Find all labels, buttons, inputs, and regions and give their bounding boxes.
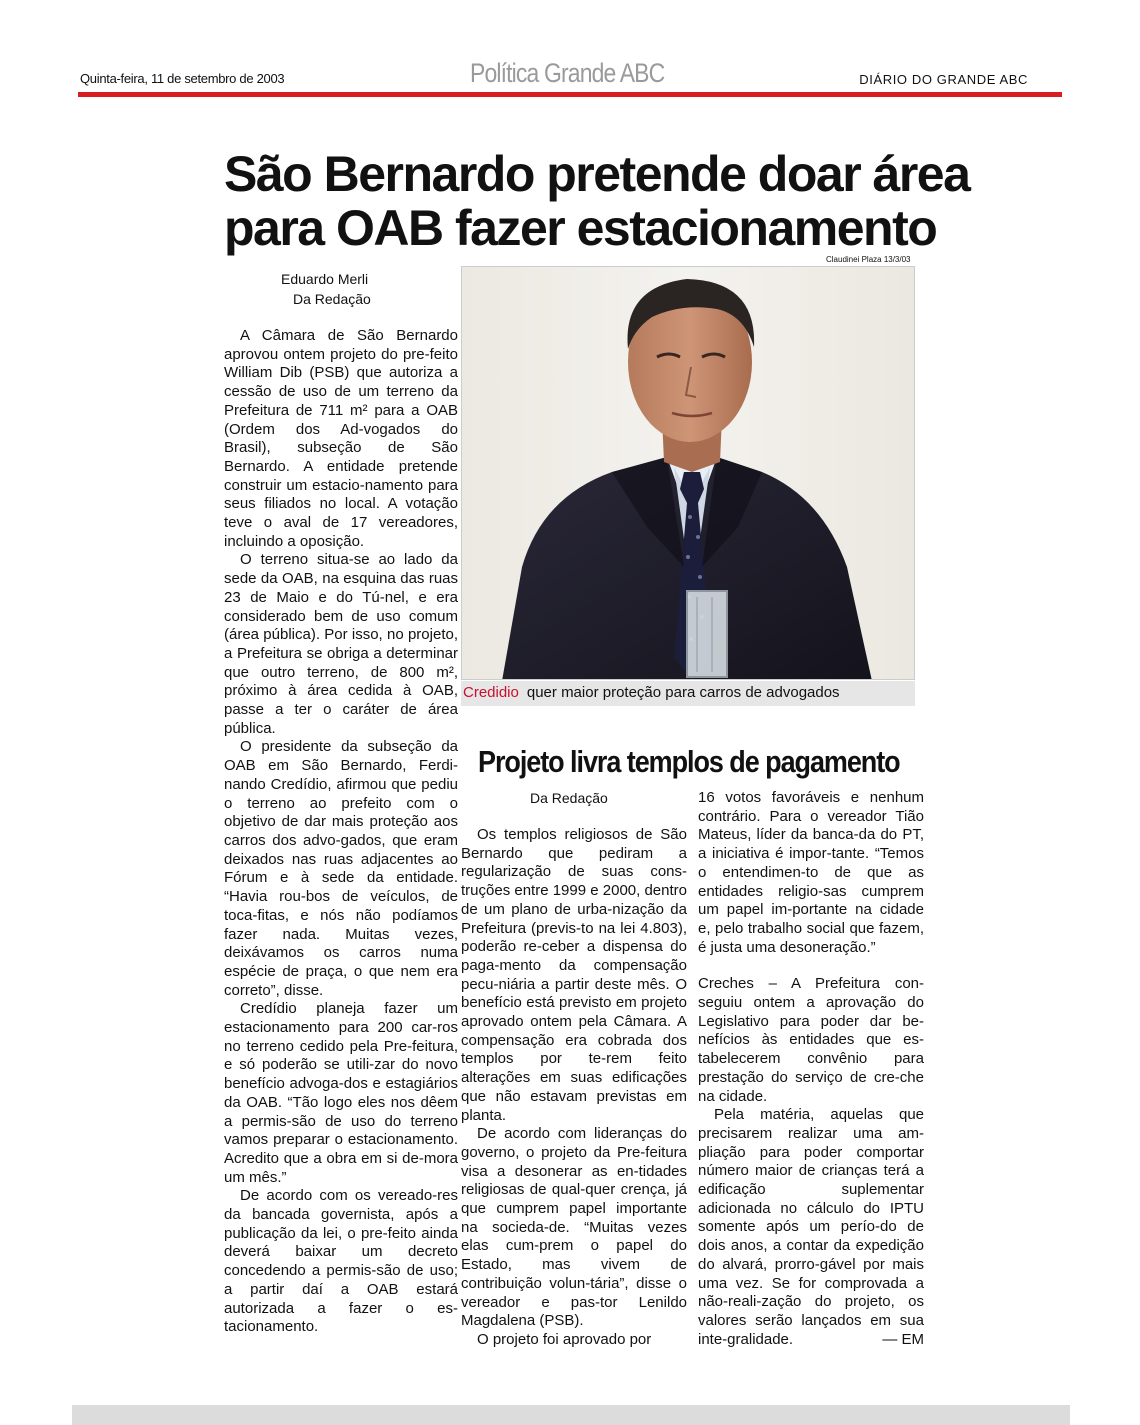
crosshead: Creches –	[698, 975, 778, 993]
secondary-byline: Da Redação	[530, 790, 608, 806]
photo-credit: Claudinei Plaza 13/3/03	[826, 255, 911, 264]
secondary-paragraph-1: Os templos religiosos de São Bernardo que pediram a regularização de suas cons-truções entre 1999 e 2000, dentro de um plano de urba-nização da Prefeitura (previs-to na lei 4.803), poderão re-ceber a dispensa do paga-mento da compensação pecu-niária a partir deste mês. O benefício está previsto em projeto aprovado ontem pela Câmara. A compensação era cobrada dos templos por te-rem feito alterações em suas edificações que não estavam previstas em planta.	[461, 826, 687, 1124]
main-headline-line-1: São Bernardo pretende doar área	[224, 146, 970, 202]
main-paragraph-4: Credídio planeja fazer um estacionamento para 200 car-ros no terreno cedido pela Pre-feitura, e só poderão se utili-zar do novo benefício advoga-dos e estagiários da OAB. “Tão logo eles nos dêem a permis-são de uso do terreno vamos preparar o estacionamento. Acredito que a obra em si de-mora um mês.”	[224, 1000, 458, 1186]
section-title: Política Grande ABC	[470, 58, 665, 88]
byline-author: Eduardo Merli	[281, 271, 369, 287]
photo-caption	[461, 681, 915, 706]
author-signature: — EM	[882, 1330, 924, 1348]
portrait-illustration	[462, 267, 915, 680]
header-rule	[78, 92, 1062, 97]
article-photo	[461, 266, 915, 680]
main-headline	[224, 147, 984, 255]
newspaper-name: DIÁRIO DO GRANDE ABC	[859, 72, 1028, 87]
main-paragraph-5: De acordo com os vereado-res da bancada governista, após a publicação da lei, o pre-feito ainda deverá baixar um decreto concedendo a permis-são de uso; a partir daí a OAB estará autorizada a fazer o es-tacionamento.	[224, 1187, 458, 1336]
page-footer-bar	[72, 1405, 1070, 1425]
secondary-article-column-1	[461, 826, 687, 1350]
main-article-body	[224, 327, 458, 1337]
secondary-paragraph-2: De acordo com lideranças do governo, o projeto da Pre-feitura visa a desonerar as en-tidades religiosas de qual-quer crença, já que cumprem papel importante na socieda-de. “Muitas vezes elas cum-prem o papel do Estado, mas vivem de contribuição volun-tária”, disse o vereador e pas-tor Lenildo Magdalena (PSB).	[461, 1125, 687, 1330]
main-headline-line-2: para OAB fazer estacionamento	[224, 200, 937, 256]
main-paragraph-3: O presidente da subseção da OAB em São Bernardo, Ferdi-nando Credídio, afirmou que pediu o terreno ao prefeito com o objetivo de dar mais proteção aos carros dos advo-gados, que eram deixados nas ruas adjacentes ao Fórum e à sede da entidade. “Havia rou-bos de veículos, de toca-fitas, e nós não podíamos fazer nada. Muitas vezes, deixávamos os carros numa espécie de praça, o que nem era correto”, disse.	[224, 738, 458, 999]
caption-text: quer maior proteção para carros de advogados	[526, 684, 840, 701]
secondary-article-column-2	[698, 789, 924, 1349]
creches-paragraph	[698, 975, 924, 1106]
main-paragraph-1: A Câmara de São Bernardo aprovou ontem projeto do pre-feito William Dib (PSB) que autoriza a cessão de uso de um terreno da Prefeitura de 711 m² para a OAB (Ordem dos Ad-vogados do Brasil), subseção de São Bernardo. A entidade pretende construir um estacio-namento para seus filiados no local. A votação teve o aval de 17 vereadores, incluindo a oposição.	[224, 327, 458, 550]
caption-name: Credidio	[463, 684, 519, 701]
creches-text: A Prefeitura con-seguiu ontem a aprovação do Legislativo para poder dar be-nefícios às entidades que es-tabelecerem convênio para prestação do serviço de cre-che na cidade.	[698, 975, 924, 1105]
secondary-headline: Projeto livra templos de pagamento	[478, 744, 900, 779]
secondary-paragraph-4: 16 votos favoráveis e nenhum contrário. Para o vereador Tião Mateus, líder da banca-da do PT, a iniciativa é impor-tante. “Temos o entendimen-to de que as entidades religio-sas cumprem um papel im-portante na cidade e, pelo trabalho social que fazem, é justa uma desoneração.”	[698, 789, 924, 956]
final-paragraph-text: Pela matéria, aquelas que precisarem realizar uma am-pliação para poder comportar número maior de crianças terá a edificação suplementar adicionada no cálculo do IPTU somente após um perío-do de dois anos, a contar da expedição do alvará, prorro-gável por mais uma vez. Se for comprovada a não-reali-zação do projeto, os valores serão lançados em sua inte-gralidade.	[698, 1106, 924, 1348]
main-paragraph-2: O terreno situa-se ao lado da sede da OAB, na esquina das ruas 23 de Maio e do Tú-nel, e era considerado bem de uso comum (área pública). Por isso, no projeto, a Prefeitura se obriga a determinar que outro terreno, de 800 m², próximo à área cedida à OAB, passe a ter o caráter de área pública.	[224, 551, 458, 737]
secondary-paragraph-3: O projeto foi aprovado por	[477, 1330, 652, 1348]
byline-desk: Da Redação	[293, 291, 371, 307]
secondary-paragraph-6	[698, 1106, 924, 1349]
edition-date: Quinta-feira, 11 de setembro de 2003	[80, 71, 285, 86]
